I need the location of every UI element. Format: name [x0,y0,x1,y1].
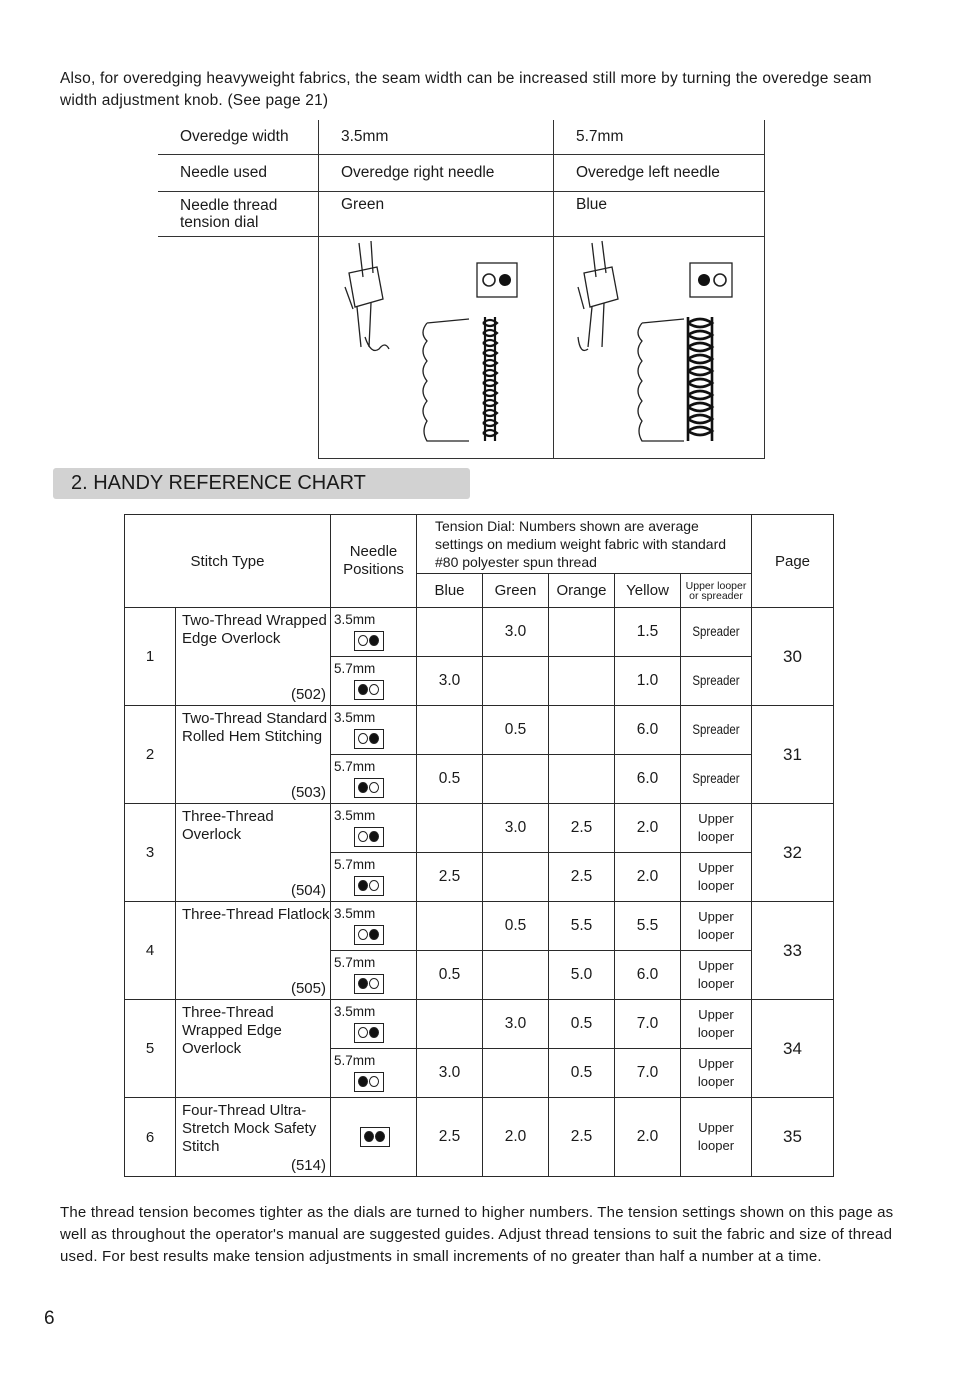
page-ref: 32 [752,804,834,902]
needle-position-right-icon [354,1023,384,1043]
overedge-width-table [158,120,765,459]
tension-yellow: 1.0 [615,657,681,706]
tension-blue: 2.5 [417,853,483,902]
needle-position-label: 3.5mm [334,808,376,823]
table-row [125,706,834,755]
needle-position-cell [331,755,417,804]
tension-green [483,755,549,804]
needle-position-cell [331,657,417,706]
tension-yellow: 6.0 [615,951,681,1000]
needle-position-left-icon [354,680,384,700]
upper-looper-setting [681,804,752,853]
cell: Green [319,192,554,237]
needle-position-right-icon [354,729,384,749]
page-ref: 35 [752,1098,834,1177]
row-number: 6 [125,1098,176,1177]
tension-orange: 0.5 [549,1000,615,1049]
cell: 3.5mm [319,120,554,155]
stitch-type-cell [176,902,331,1000]
stitch-type-cell [176,1000,331,1098]
row-number: 4 [125,902,176,1000]
needle-position-label: 3.5mm [334,906,376,921]
tension-blue: 3.0 [417,1049,483,1098]
header-green: Green [483,574,549,608]
needle-position-left-icon [354,1072,384,1092]
stitch-type-cell [176,608,331,706]
blank-cell [158,237,319,459]
needle-position-cell [331,902,417,951]
needle-position-label: 5.7mm [334,857,376,872]
cell: Overedge right needle [319,155,554,192]
tension-green: 0.5 [483,902,549,951]
cell: 5.7mm [554,120,765,155]
stitch-code: (503) [290,784,326,801]
header-page: Page [752,515,834,608]
tension-green: 0.5 [483,706,549,755]
stitch-name: Three-Thread Wrapped Edge Overlock [182,1004,282,1057]
illustration-left-needle [554,237,765,459]
row-label: Overedge width [180,128,289,145]
needle-position-cell [331,804,417,853]
row-number: 2 [125,706,176,804]
tension-blue [417,902,483,951]
page-number: 6 [44,1308,55,1329]
tension-green [483,853,549,902]
row-number: 1 [125,608,176,706]
upper-looper-label: Spreader [692,722,740,737]
upper-looper-setting [681,1000,752,1049]
upper-looper-label: Upper looper [697,860,735,893]
tension-blue [417,608,483,657]
row-number: 5 [125,1000,176,1098]
header-yellow: Yellow [615,574,681,608]
tension-green: 3.0 [483,1000,549,1049]
intro-text: Also, for overedging heavyweight fabrics, the seam width can be increased still more by turning the overedge seam width adjustment knob. (See page 21) [60,70,872,109]
row-label: Needle used [158,155,319,192]
table-row [125,902,834,951]
tension-blue [417,1000,483,1049]
needle-position-label: 5.7mm [334,759,376,774]
tension-green: 2.0 [483,1098,549,1177]
needle-position-right-icon [354,631,384,651]
tension-yellow: 6.0 [615,755,681,804]
needle-position-cell [331,706,417,755]
upper-looper-setting [681,608,752,657]
upper-looper-setting [681,951,752,1000]
tension-green [483,1049,549,1098]
tension-green: 3.0 [483,608,549,657]
stitch-name: Two-Thread Standard Rolled Hem Stitching [182,710,328,745]
tension-orange: 2.5 [549,804,615,853]
stitch-name: Four-Thread Ultra-Stretch Mock Safety Stitch [182,1102,317,1155]
upper-looper-label: Upper looper [697,1056,735,1089]
page-ref: 30 [752,608,834,706]
header-needle-positions: Needle Positions [331,515,417,608]
stitch-name: Three-Thread Flatlock [182,906,330,923]
stitch-type-cell [176,804,331,902]
table-row [125,1000,834,1049]
stitch-name: Two-Thread Wrapped Edge Overlock [182,612,327,647]
upper-looper-label: Upper looper [697,1007,735,1040]
page-ref: 33 [752,902,834,1000]
section-title: 2. HANDY REFERENCE CHART [53,468,470,499]
tension-orange: 5.0 [549,951,615,1000]
stitch-type-cell [176,706,331,804]
needle-position-right-icon [354,827,384,847]
upper-looper-setting [681,902,752,951]
tension-orange: 2.5 [549,853,615,902]
tension-blue: 0.5 [417,951,483,1000]
reference-chart [124,514,834,1177]
tension-yellow: 6.0 [615,706,681,755]
tension-yellow: 2.0 [615,853,681,902]
tension-yellow: 1.5 [615,608,681,657]
tension-blue [417,804,483,853]
table-row [125,608,834,657]
stitch-code: (514) [290,1157,326,1174]
header-orange: Orange [549,574,615,608]
needle-position-both-icon [360,1127,390,1147]
stitch-code: (504) [290,882,326,899]
stitch-code: (502) [290,686,326,703]
tension-yellow: 5.5 [615,902,681,951]
tension-green [483,951,549,1000]
needle-position-cell [331,1049,417,1098]
upper-looper-label: Upper looper [697,1120,735,1153]
upper-looper-label: Upper looper [697,958,735,991]
table-row [125,804,834,853]
footer-text: The thread tension becomes tighter as the dials are turned to higher numbers. The tension settings shown on this page as well as throughout the operator's manual are suggested guides. Adjust thread tensions to suit the fabric and size of thread used. For best results make tension adjustments in small increments of no greater than half a number at a time. [60,1204,894,1265]
needle-position-cell [331,608,417,657]
upper-looper-label: Spreader [692,673,740,688]
needle-position-cell [331,951,417,1000]
tension-orange [549,608,615,657]
needle-position-label: 5.7mm [334,661,376,676]
tension-orange: 0.5 [549,1049,615,1098]
needle-position-cell [331,1000,417,1049]
tension-yellow: 2.0 [615,804,681,853]
header-blue: Blue [417,574,483,608]
upper-looper-label: Upper looper [697,811,735,844]
header-upper-looper: Upper looper or spreader [681,574,752,608]
cell: Overedge left needle [554,155,765,192]
tension-orange [549,657,615,706]
tension-yellow: 7.0 [615,1000,681,1049]
needle-position-left-icon [354,974,384,994]
needle-position-left-icon [354,778,384,798]
page-ref: 34 [752,1000,834,1098]
upper-looper-setting [681,853,752,902]
tension-orange: 5.5 [549,902,615,951]
upper-looper-setting [681,1049,752,1098]
upper-looper-label: Spreader [692,771,740,786]
header-stitch-type: Stitch Type [125,515,331,608]
illustration-right-needle [319,237,554,459]
stitch-code: (505) [290,980,326,997]
upper-looper-label: Upper looper [697,909,735,942]
tension-orange [549,755,615,804]
needle-position-label: 3.5mm [334,1004,376,1019]
upper-looper-label: Spreader [692,624,740,639]
tension-yellow: 7.0 [615,1049,681,1098]
cell: Blue [554,192,765,237]
needle-position-label: 3.5mm [334,710,376,725]
upper-looper-setting [681,755,752,804]
tension-blue: 3.0 [417,657,483,706]
tension-yellow: 2.0 [615,1098,681,1177]
tension-green [483,657,549,706]
needle-position-cell [331,853,417,902]
header-tension-dial: Tension Dial: Numbers shown are average settings on medium weight fabric with standard #80 polyester spun thread [417,515,752,574]
stitch-type-cell [176,1098,331,1177]
row-label: Needle thread tension dial [158,192,319,237]
tension-orange: 2.5 [549,1098,615,1177]
upper-looper-setting [681,706,752,755]
needle-stitch-illustration-icon [554,237,764,453]
stitch-name: Three-Thread Overlock [182,808,274,843]
needle-position-right-icon [354,925,384,945]
needle-position-left-icon [354,876,384,896]
upper-looper-setting [681,1098,752,1177]
upper-looper-setting [681,657,752,706]
needle-position-label: 5.7mm [334,1053,376,1068]
tension-blue: 0.5 [417,755,483,804]
needle-position-cell [331,1098,417,1177]
tension-blue [417,706,483,755]
needle-stitch-illustration-icon [319,237,553,453]
tension-green: 3.0 [483,804,549,853]
tension-orange [549,706,615,755]
needle-position-label: 5.7mm [334,955,376,970]
row-number: 3 [125,804,176,902]
needle-position-label: 3.5mm [334,612,376,627]
table-row [125,1098,834,1177]
tension-blue: 2.5 [417,1098,483,1177]
page-ref: 31 [752,706,834,804]
